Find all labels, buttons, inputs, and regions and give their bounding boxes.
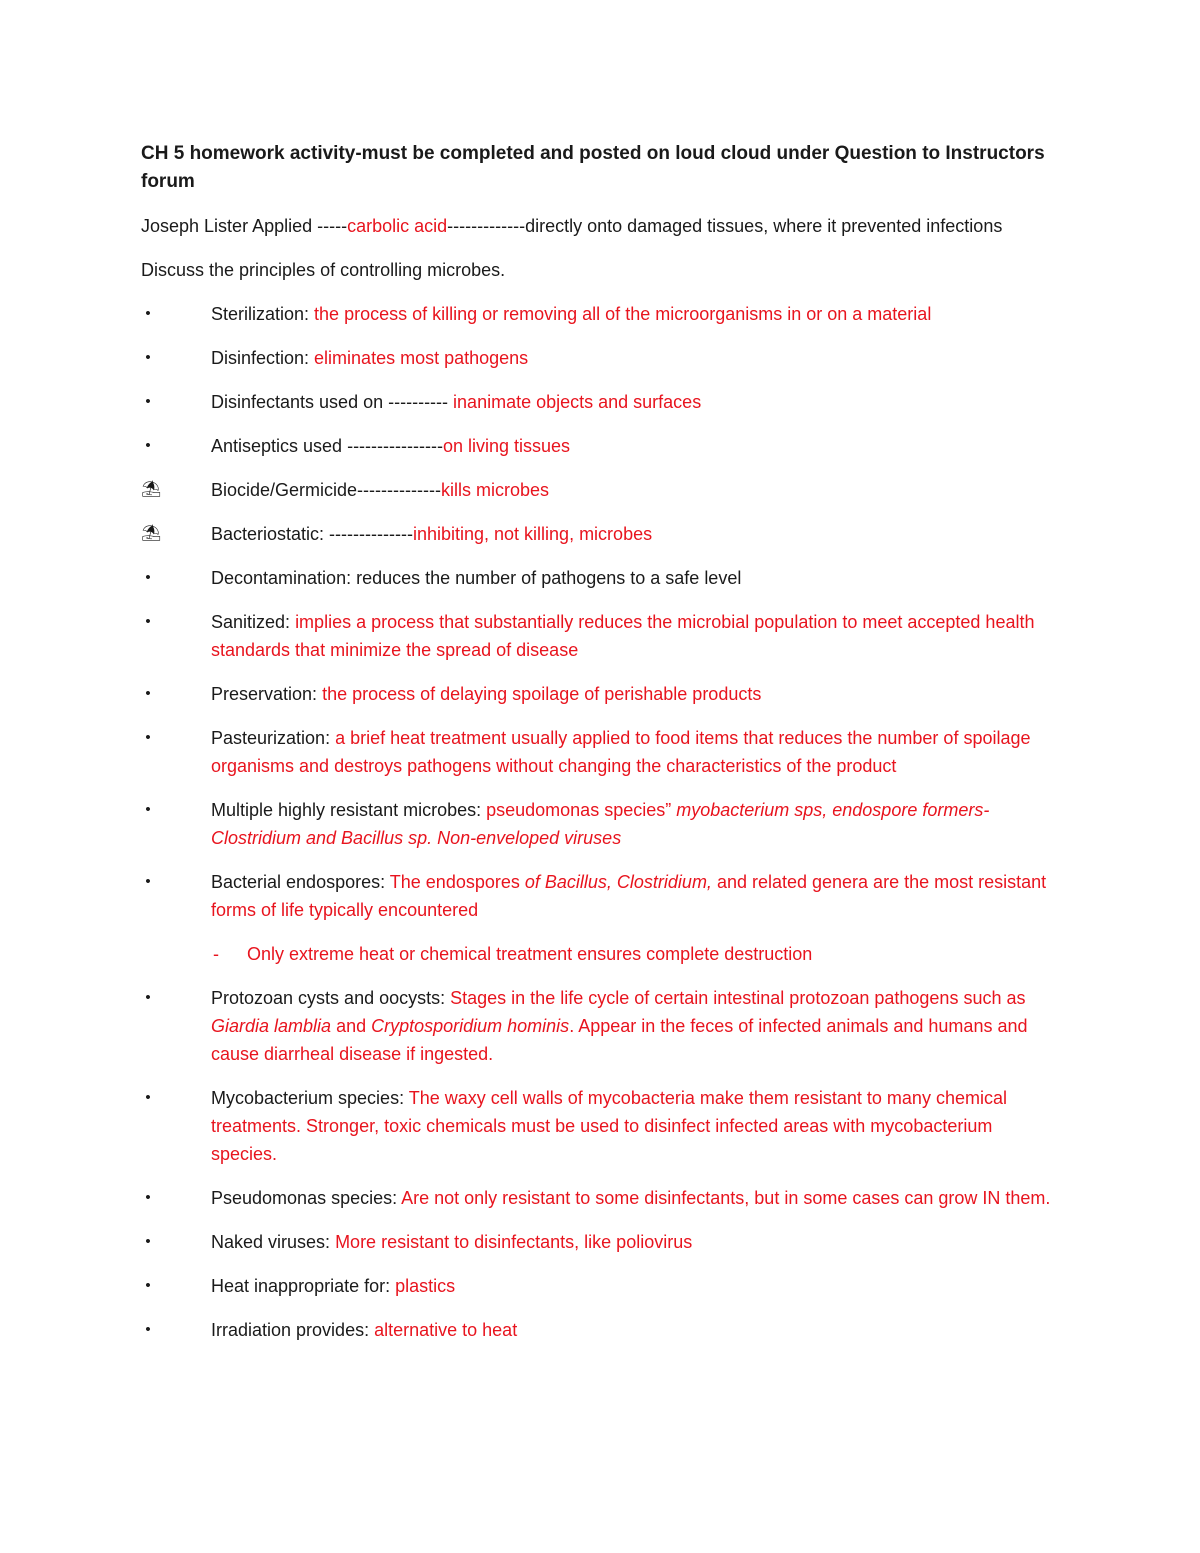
bullet-icon: • [145, 305, 151, 322]
bullet-icon: • [145, 729, 151, 746]
item-answer: More resistant to disinfectants, like poliovirus [335, 1232, 693, 1252]
item-answer-italic-2: Cryptosporidium hominis [371, 1016, 570, 1036]
lister-line [141, 212, 1056, 240]
lister-rest: -------------directly onto damaged tissues, where it prevented infections [447, 216, 1003, 236]
bullet-icon: • [145, 873, 151, 890]
list-item-disinfectants [141, 388, 1056, 416]
item-answer-italic: myobacterium sps, endospore formers- Clostridium and Bacillus sp. Non-enveloped viruses [211, 800, 990, 848]
item-label: Antiseptics used ---------------- [211, 436, 443, 456]
bullet-icon: • [145, 613, 151, 630]
list-item-biocide [141, 476, 1056, 504]
item-label: Multiple highly resistant microbes: [211, 800, 487, 820]
item-answer: alternative to heat [374, 1320, 518, 1340]
list-item-antiseptics [141, 432, 1056, 460]
item-answer-rest: . Appear in the feces of infected animals and humans and cause diarrheal disease if ingested. [211, 1016, 1028, 1064]
bullet-icon: • [145, 569, 151, 586]
item-label: Sterilization: [211, 304, 315, 324]
item-answer: Stages in the life cycle of certain intestinal protozoan pathogens such as [450, 988, 1026, 1008]
item-answer-italic: of Bacillus, Clostridium, [524, 872, 712, 892]
document-body [141, 140, 1056, 1360]
item-answer-italic: Giardia lamblia [211, 1016, 332, 1036]
item-label: Disinfection: [211, 348, 315, 368]
umbrella-icon: ⛱ [141, 481, 162, 498]
bullet-icon: • [145, 1277, 151, 1294]
bullet-icon: • [145, 1089, 151, 1106]
umbrella-icon: ⛱ [141, 525, 162, 542]
bullet-icon: • [145, 437, 151, 454]
list-item-pasteurization [141, 724, 1056, 780]
item-answer: kills microbes [440, 480, 550, 500]
item-label: Bacteriostatic: -------------- [211, 524, 413, 544]
list-item-heat-inappropriate [141, 1272, 1056, 1300]
item-label: Irradiation provides: [211, 1320, 375, 1340]
item-answer: implies a process that substantially reduces the microbial population to meet accepted health standards that minimize the spread of disease [211, 612, 1035, 660]
list-item-resistant-microbes [141, 796, 1056, 852]
list-item-sanitized [141, 608, 1056, 664]
item-label: Sanitized: [211, 612, 296, 632]
bullet-icon: • [145, 1321, 151, 1338]
list-item-protozoan-cysts [141, 984, 1056, 1068]
item-answer: the process of killing or removing all of the microorganisms in or on a material [314, 304, 932, 324]
item-answer: Are not only resistant to some disinfectants, but in some cases can grow IN them. [401, 1188, 1051, 1208]
list-item-disinfection [141, 344, 1056, 372]
item-label: Decontamination: reduces the number of pathogens to a safe level [211, 568, 742, 588]
list-item-irradiation [141, 1316, 1056, 1344]
list-item-sterilization [141, 300, 1056, 328]
item-answer: a brief heat treatment usually applied to food items that reduces the number of spoilage organisms and destroys pathogens without changing the characteristics of the product [211, 728, 1031, 776]
item-answer-rest: and related genera are the most resistant forms of life typically encountered [211, 872, 1047, 920]
list-item-endospores [141, 868, 1056, 924]
document-title: CH 5 homework activity-must be completed and posted on loud cloud under Question to Instructors forum [141, 143, 1045, 192]
item-answer: inhibiting, not killing, microbes [412, 524, 653, 544]
item-label: Protozoan cysts and oocysts: [211, 988, 451, 1008]
bullet-icon: • [145, 1189, 151, 1206]
bullet-icon: • [145, 685, 151, 702]
list-item-decontamination [141, 564, 1056, 592]
item-answer: plastics [395, 1276, 456, 1296]
item-answer: Only extreme heat or chemical treatment ensures complete destruction [247, 944, 813, 964]
item-answer: inanimate objects and surfaces [453, 392, 702, 412]
list-item-preservation [141, 680, 1056, 708]
item-answer: pseudomonas species” [486, 800, 677, 820]
lister-answer: carbolic acid [347, 216, 448, 236]
item-label: Naked viruses: [211, 1232, 336, 1252]
item-label: Mycobacterium species: [211, 1088, 409, 1108]
item-label: Heat inappropriate for: [211, 1276, 396, 1296]
item-answer: The endospores [389, 872, 525, 892]
item-answer: eliminates most pathogens [314, 348, 529, 368]
item-label: Bacterial endospores: [211, 872, 390, 892]
item-answer: on living tissues [442, 436, 571, 456]
bullet-icon: • [145, 1233, 151, 1250]
bullet-icon: • [145, 801, 151, 818]
item-label: Disinfectants used on ---------- [211, 392, 454, 412]
item-label: Preservation: [211, 684, 323, 704]
item-answer-and: and [331, 1016, 372, 1036]
item-answer: The waxy cell walls of mycobacteria make them resistant to many chemical treatments. Stronger, toxic chemicals must be used to disinfect infected areas with mycobacterium species. [211, 1088, 1007, 1164]
list-item-naked-viruses [141, 1228, 1056, 1256]
item-answer: the process of delaying spoilage of perishable products [322, 684, 762, 704]
list-subitem-extreme-heat [141, 940, 1056, 968]
bullet-icon: • [145, 349, 151, 366]
bullet-icon: • [145, 393, 151, 410]
dash-marker: - [213, 944, 219, 964]
item-label: Pasteurization: [211, 728, 336, 748]
item-label: Biocide/Germicide-------------- [211, 480, 441, 500]
list-item-bacteriostatic [141, 520, 1056, 548]
list-item-pseudomonas [141, 1184, 1056, 1212]
discuss-prompt: Discuss the principles of controlling microbes. [141, 260, 506, 280]
list-item-mycobacterium [141, 1084, 1056, 1168]
lister-lead: Joseph Lister Applied ----- [141, 216, 348, 236]
bullet-icon: • [145, 989, 151, 1006]
item-label: Pseudomonas species: [211, 1188, 402, 1208]
